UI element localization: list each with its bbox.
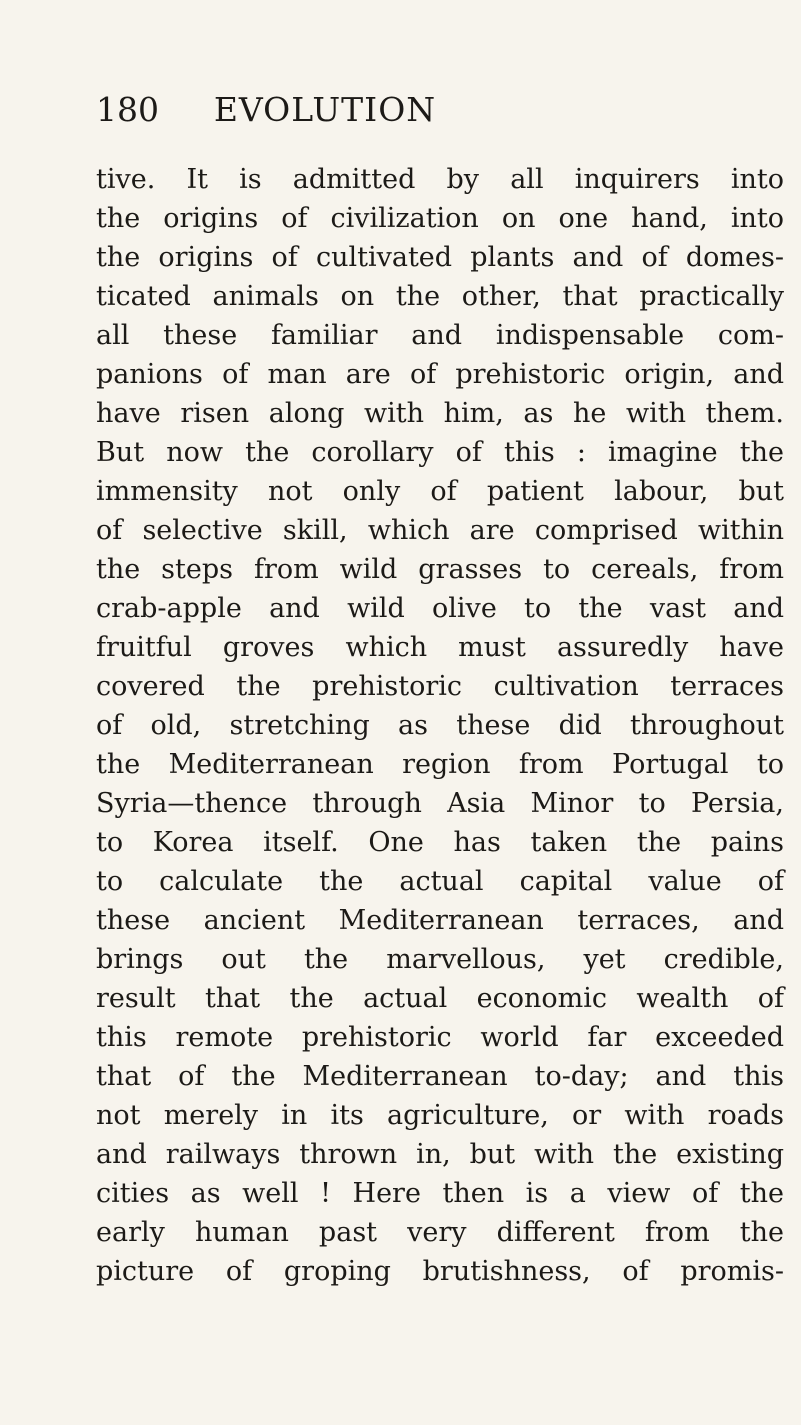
text-line: Syria—thence through Asia Minor to Persia, (96, 788, 784, 819)
text-line: that of the Mediterranean to-day; and this (96, 1061, 784, 1092)
text-line: all these familiar and indispensable com- (96, 320, 784, 351)
text-line: crab-apple and wild olive to the vast and (96, 593, 784, 624)
text-line: of selective skill, which are comprised within (96, 515, 784, 546)
text-line: not merely in its agriculture, or with roads (96, 1100, 784, 1131)
text-line: the origins of cultivated plants and of domes- (96, 242, 784, 273)
text-line: this remote prehistoric world far exceeded (96, 1022, 784, 1053)
text-line: have risen along with him, as he with them. (96, 398, 784, 429)
text-line: But now the corollary of this : imagine the (96, 437, 784, 468)
running-head (96, 88, 554, 132)
text-line: these ancient Mediterranean terraces, and (96, 905, 784, 936)
text-line: the origins of civilization on one hand, into (96, 203, 784, 234)
text-line: the steps from wild grasses to cereals, from (96, 554, 784, 585)
text-line: brings out the marvellous, yet credible, (96, 944, 784, 975)
text-line: immensity not only of patient labour, but (96, 476, 784, 507)
text-line: panions of man are of prehistoric origin, and (96, 359, 784, 390)
text-line: covered the prehistoric cultivation terraces (96, 671, 784, 702)
text-line: result that the actual economic wealth of (96, 983, 784, 1014)
text-line: to Korea itself. One has taken the pains (96, 827, 784, 858)
text-line: to calculate the actual capital value of (96, 866, 784, 897)
body-text (96, 160, 784, 1291)
text-line: picture of groping brutishness, of promis- (96, 1256, 784, 1287)
text-line: the Mediterranean region from Portugal to (96, 749, 784, 780)
text-line: tive. It is admitted by all inquirers into (96, 164, 784, 195)
page-number: 180 (96, 90, 159, 129)
text-line: ticated animals on the other, that practically (96, 281, 784, 312)
text-line: fruitful groves which must assuredly have (96, 632, 784, 663)
text-line: cities as well ! Here then is a view of the (96, 1178, 784, 1209)
text-line: early human past very different from the (96, 1217, 784, 1248)
text-line: of old, stretching as these did throughout (96, 710, 784, 741)
running-title: EVOLUTION (213, 90, 437, 129)
text-line: and railways thrown in, but with the existing (96, 1139, 784, 1170)
